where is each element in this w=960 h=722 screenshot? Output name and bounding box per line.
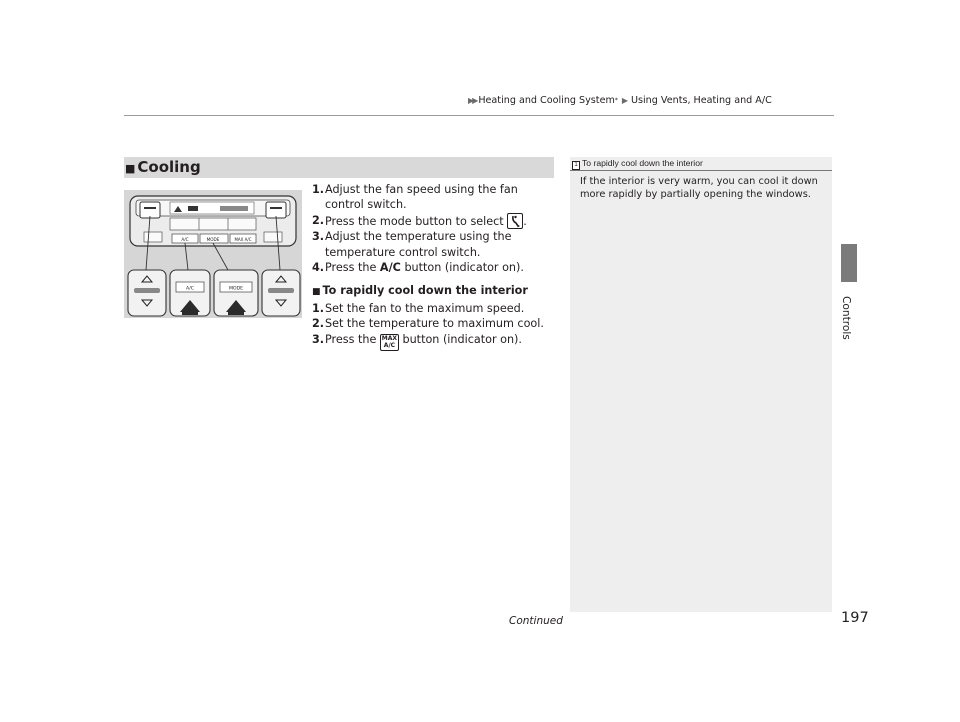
breadcrumb-part2: Using Vents, Heating and A/C (630, 95, 772, 106)
chapter-tab-marker (841, 244, 857, 282)
floor-vent-mode-icon (507, 213, 523, 229)
step-1: 1. Adjust the fan speed using the fan control switch. (312, 183, 518, 212)
note-panel (570, 157, 832, 612)
rapid-step-1: 1. Set the fan to the maximum speed. (312, 301, 525, 315)
diagram-label-max-ac: MAX A/C (234, 237, 252, 242)
note-reference-icon: 1 (572, 161, 580, 170)
breadcrumb-asterisk: * (614, 97, 618, 104)
chapter-tab-label: Controls (840, 296, 852, 340)
note-body: If the interior is very warm, you can cool it down more rapidly by partially opening the windows. (580, 176, 818, 201)
step-2: 2. Press the mode button to select . (312, 213, 527, 228)
cooling-steps (312, 182, 552, 351)
rapid-cool-heading: ■ To rapidly cool down the interior (312, 284, 528, 298)
rapid-step-3: 3. Press the MAX A/C button (indicator on). (312, 332, 522, 349)
arrow-icon: ▶ (621, 96, 628, 105)
header-rule (124, 115, 834, 116)
breadcrumb (468, 95, 772, 106)
diagram-label-mode: MODE (206, 237, 220, 242)
climate-control-panel-illustration (124, 190, 302, 318)
callout-label-ac: A/C (186, 286, 194, 292)
note-rule (570, 170, 832, 171)
step-3: 3. Adjust the temperature using the temperature control switch. (312, 230, 512, 259)
note-title: 1 To rapidly cool down the interior (572, 158, 703, 170)
diagram-label-ac: A/C (181, 237, 189, 242)
section-title: ■ Cooling (125, 158, 201, 176)
max-ac-button-icon: MAX A/C (381, 334, 398, 349)
square-bullet-icon: ■ (125, 162, 136, 175)
breadcrumb-part1: Heating and Cooling System (478, 95, 615, 106)
continued-label: Continued (509, 615, 563, 627)
square-bullet-icon: ■ (312, 287, 321, 298)
callout-label-mode: MODE (228, 286, 244, 292)
step-4: 4. Press the A/C button (indicator on). (312, 261, 524, 275)
double-arrow-icon: ▶▶ (468, 96, 477, 105)
rapid-step-2: 2. Set the temperature to maximum cool. (312, 317, 544, 331)
page-number: 197 (841, 610, 869, 626)
